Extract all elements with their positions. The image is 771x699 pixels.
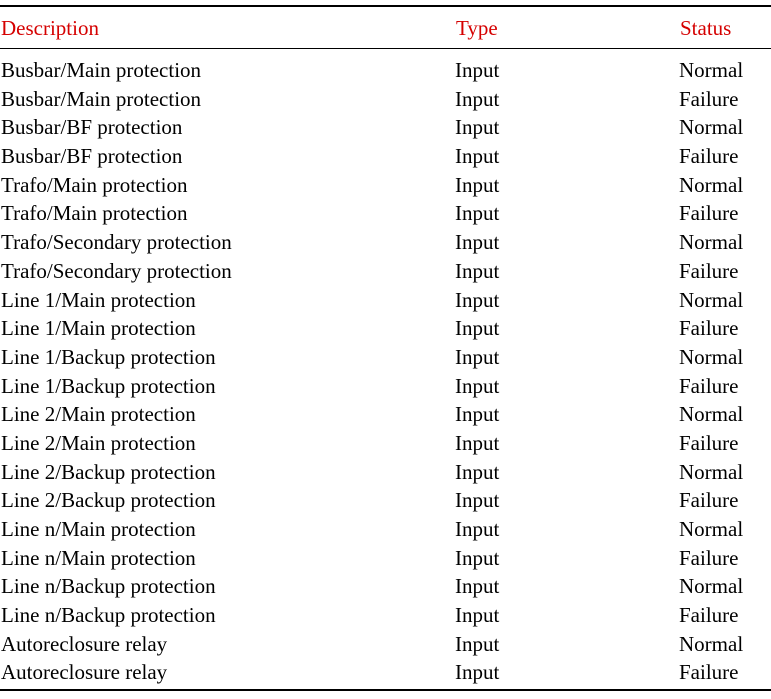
cell-status: Normal — [679, 287, 744, 312]
cell-description: Line 1/Main protection — [1, 316, 196, 341]
cell-type: Input — [455, 230, 500, 255]
cell-description: Busbar/Main protection — [1, 86, 202, 111]
table-body — [0, 56, 771, 687]
cell-status: Normal — [679, 115, 744, 140]
cell-status: Failure — [679, 144, 739, 169]
table-row — [0, 113, 771, 142]
table-row — [0, 314, 771, 343]
cell-description: Line 2/Main protection — [1, 402, 196, 427]
cell-description: Line 1/Main protection — [1, 287, 196, 312]
table-row — [0, 544, 771, 573]
cell-description: Line 2/Main protection — [1, 430, 196, 455]
cell-type: Input — [455, 144, 500, 169]
cell-status: Failure — [679, 545, 739, 570]
cell-type: Input — [455, 660, 500, 685]
cell-type: Input — [455, 402, 500, 427]
cell-description: Trafo/Secondary protection — [1, 230, 232, 255]
table-header-row — [0, 13, 771, 43]
table-row — [0, 658, 771, 687]
cell-description: Autoreclosure relay — [1, 631, 168, 656]
cell-type: Input — [455, 86, 500, 111]
cell-status: Normal — [679, 344, 744, 369]
cell-description: Busbar/Main protection — [1, 58, 202, 82]
cell-type: Input — [455, 258, 500, 283]
cell-type: Input — [455, 459, 500, 484]
table-row — [0, 199, 771, 228]
table-row — [0, 228, 771, 257]
table-row — [0, 286, 771, 315]
cell-description: Trafo/Main protection — [1, 201, 188, 226]
cell-type: Input — [455, 631, 500, 656]
cell-description: Line 1/Backup protection — [1, 344, 216, 369]
cell-status: Normal — [679, 402, 744, 427]
table-row — [0, 429, 771, 458]
header-description: Description — [1, 16, 99, 40]
cell-status: Normal — [679, 172, 744, 197]
cell-status: Normal — [679, 459, 744, 484]
cell-type: Input — [455, 287, 500, 312]
table-row — [0, 630, 771, 659]
cell-status: Normal — [679, 631, 744, 656]
header-type: Type — [456, 16, 498, 40]
table-row — [0, 56, 771, 85]
cell-description: Autoreclosure relay — [1, 660, 168, 685]
cell-type: Input — [455, 115, 500, 140]
cell-type: Input — [455, 430, 500, 455]
table-row — [0, 515, 771, 544]
table-bottom-rule — [0, 689, 771, 691]
table-row — [0, 171, 771, 200]
header-status: Status — [680, 16, 732, 40]
cell-status: Failure — [679, 430, 739, 455]
cell-type: Input — [455, 316, 500, 341]
table-row — [0, 486, 771, 515]
cell-description: Busbar/BF protection — [1, 115, 183, 140]
cell-description: Busbar/BF protection — [1, 144, 183, 169]
table-top-rule — [0, 5, 771, 7]
cell-status: Normal — [679, 574, 744, 599]
cell-status: Failure — [679, 201, 739, 226]
cell-type: Input — [455, 545, 500, 570]
cell-status: Failure — [679, 488, 739, 513]
cell-status: Normal — [679, 517, 744, 541]
cell-type: Input — [455, 172, 500, 197]
table-row — [0, 142, 771, 171]
cell-description: Line n/Backup protection — [1, 603, 216, 628]
cell-description: Line n/Backup protection — [1, 574, 216, 599]
cell-type: Input — [455, 373, 500, 398]
cell-status: Failure — [679, 316, 739, 341]
cell-type: Input — [455, 603, 500, 628]
cell-description: Line n/Main protection — [1, 517, 196, 541]
cell-status: Failure — [679, 258, 739, 283]
cell-description: Line 2/Backup protection — [1, 459, 216, 484]
cell-status: Failure — [679, 86, 739, 111]
cell-type: Input — [455, 574, 500, 599]
cell-type: Input — [455, 488, 500, 513]
table-header-rule — [0, 48, 771, 49]
table-row — [0, 400, 771, 429]
table-row — [0, 343, 771, 372]
cell-status: Failure — [679, 660, 739, 685]
cell-type: Input — [455, 344, 500, 369]
table-row — [0, 601, 771, 630]
cell-status: Normal — [679, 230, 744, 255]
cell-status: Failure — [679, 603, 739, 628]
cell-type: Input — [455, 201, 500, 226]
cell-description: Line n/Main protection — [1, 545, 196, 570]
table-row — [0, 85, 771, 114]
table-row — [0, 372, 771, 401]
table-row — [0, 458, 771, 487]
cell-status: Normal — [679, 58, 744, 82]
table-row — [0, 572, 771, 601]
cell-description: Line 1/Backup protection — [1, 373, 216, 398]
table-row — [0, 257, 771, 286]
cell-description: Trafo/Secondary protection — [1, 258, 232, 283]
cell-description: Line 2/Backup protection — [1, 488, 216, 513]
cell-type: Input — [455, 58, 500, 82]
cell-description: Trafo/Main protection — [1, 172, 188, 197]
cell-status: Failure — [679, 373, 739, 398]
cell-type: Input — [455, 517, 500, 541]
